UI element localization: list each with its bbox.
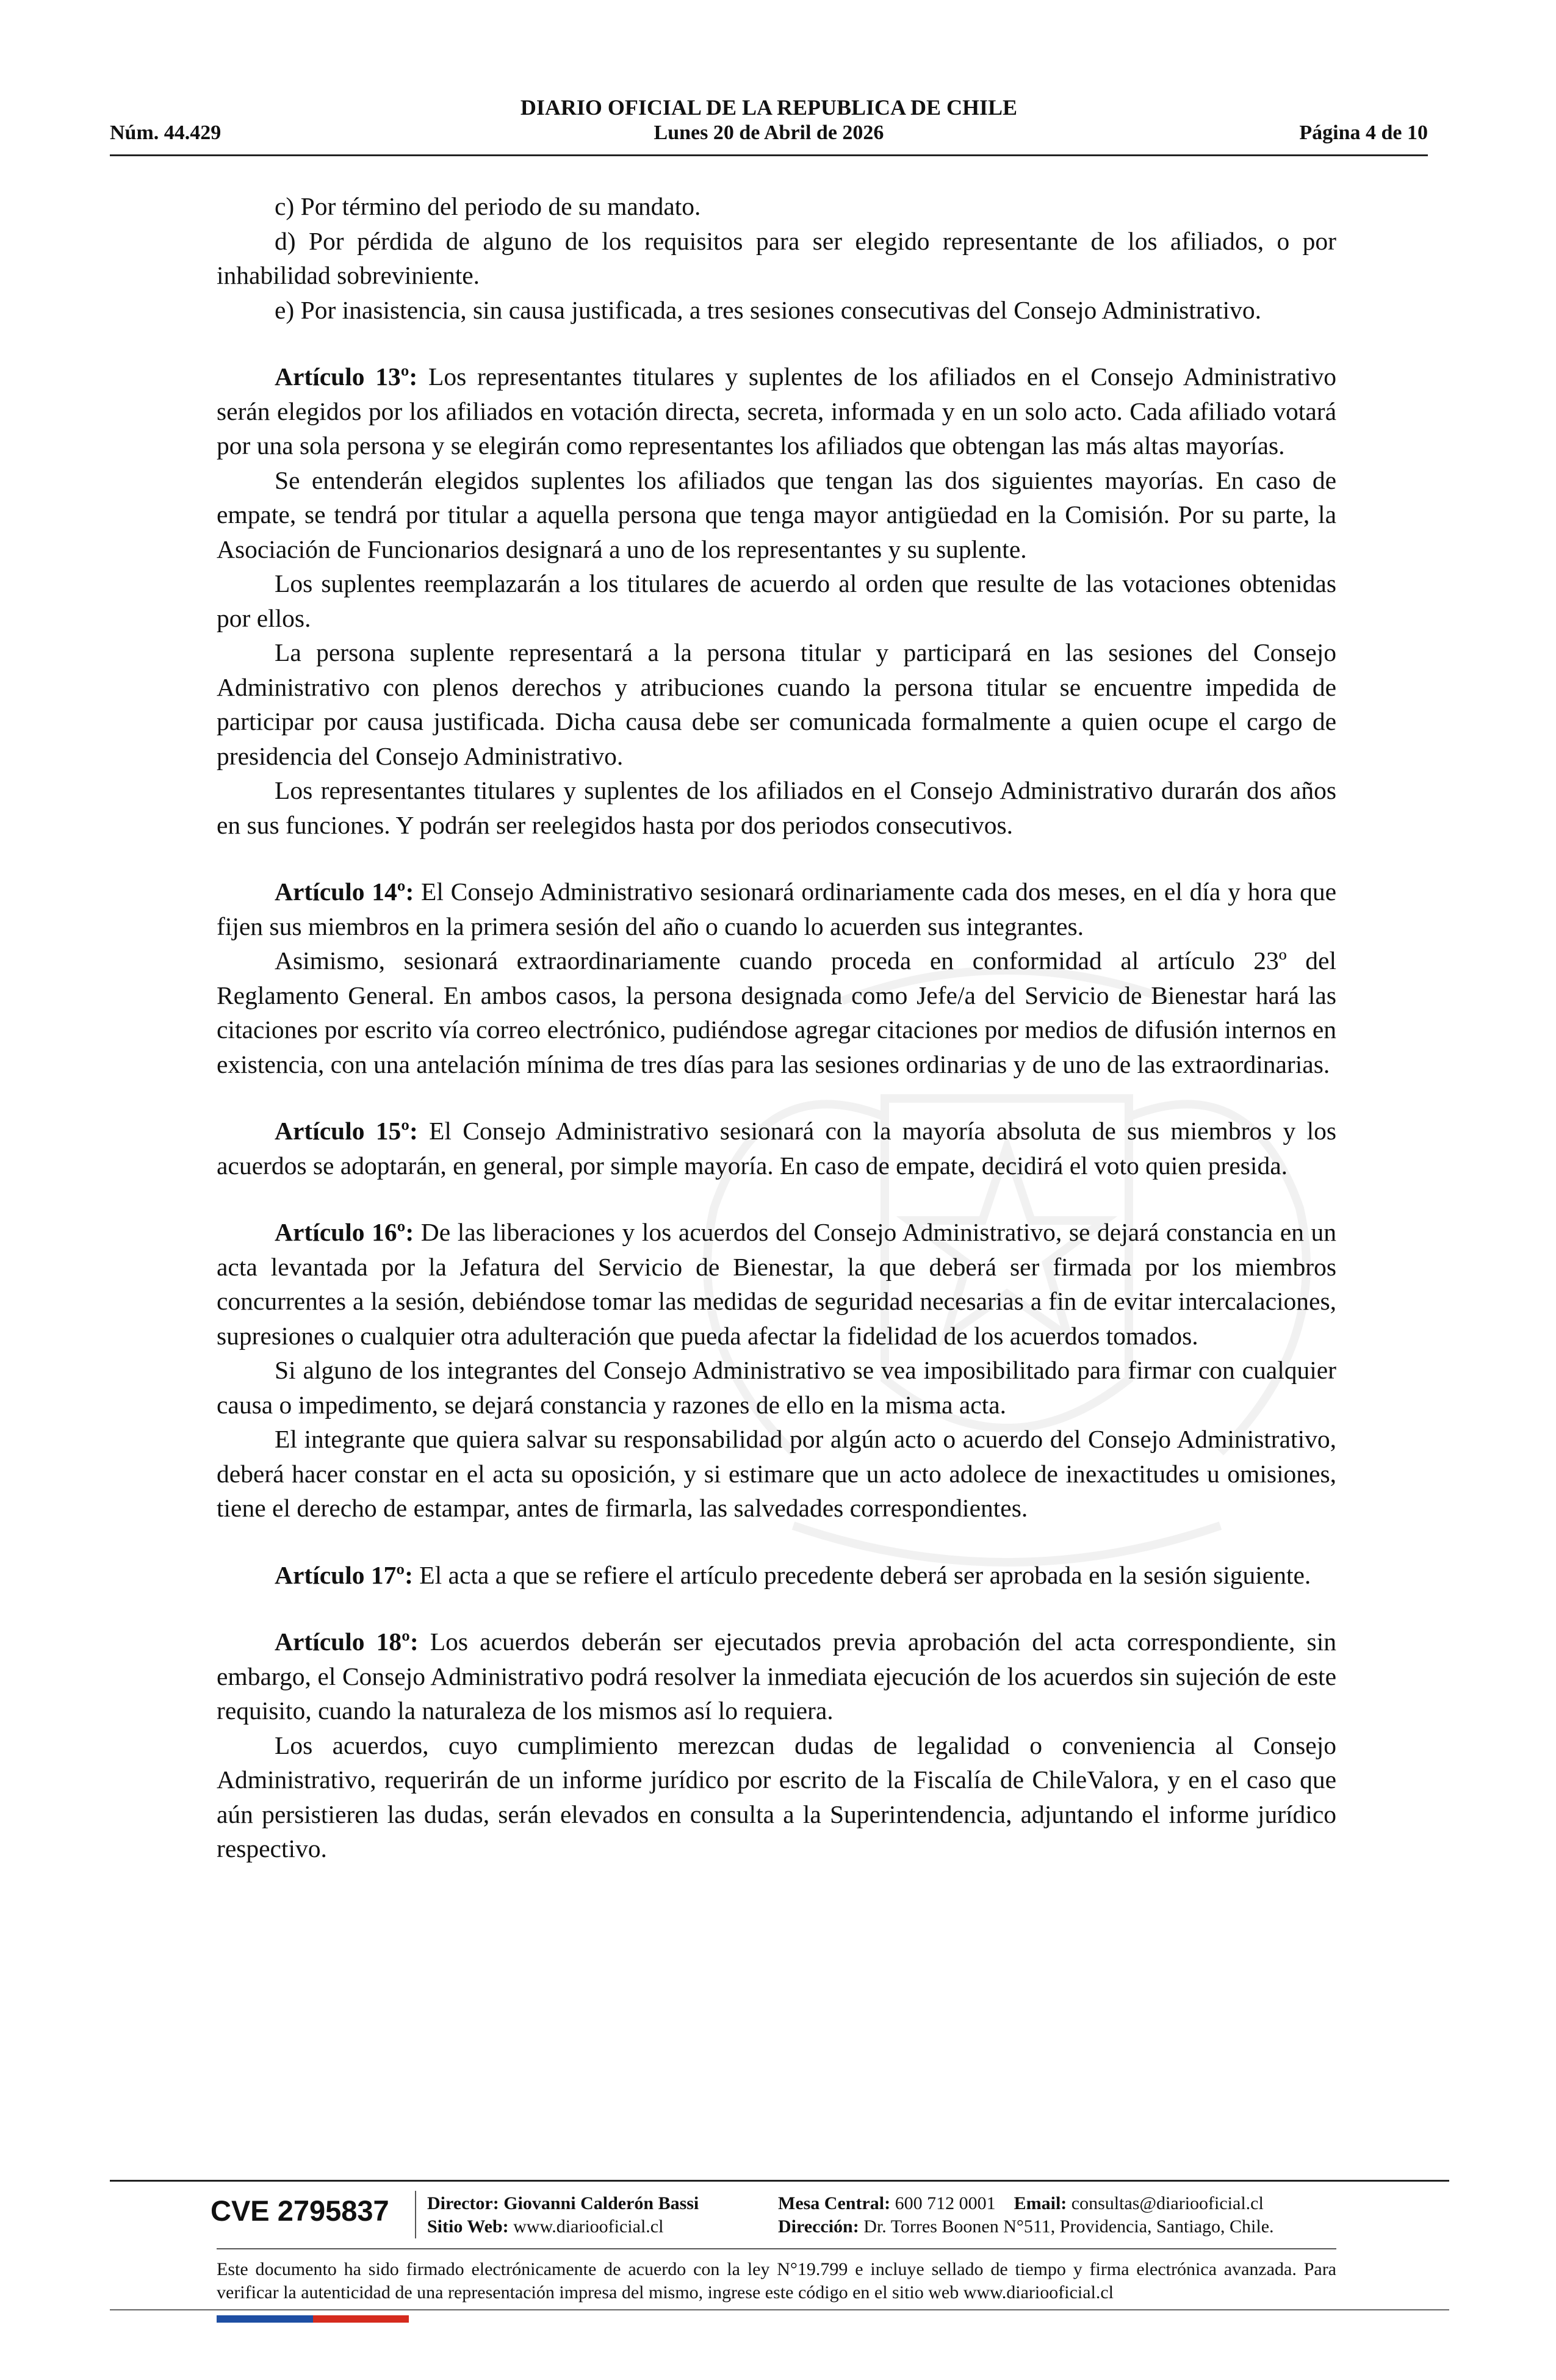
address-label: Dirección: [778,2216,859,2237]
footer-contact-block [778,2192,1274,2238]
issue-date: Lunes 20 de Abril de 2026 [654,121,884,144]
paragraph: Asimismo, sesionará extraordinariamente cuando proceda en conformidad al artículo 23º del Reglamento General. En ambos casos, la persona designada como Jefe/a del Servicio de Bienestar hará las citaciones por escrito vía correo electrónico, pudiéndose agregar citaciones por medios de difusión internos en existencia, con una antelación mínima de tres días para las sesiones ordinarias y de uno de las extraordinarias. [217,947,1336,1078]
paragraph: Los suplentes reemplazarán a los titulares de acuerdo al orden que resulte de las votaciones obtenidas por ellos. [217,569,1336,632]
article-heading: Artículo 15º: [275,1117,418,1145]
footer-divider-bottom [110,2309,1449,2310]
cve-code: CVE 2795837 [211,2194,389,2227]
article-text: El Consejo Administrativo sesionará con la mayoría absoluta de sus miembros y los acuerdos se adoptarán, en general, por simple mayoría. En caso de empate, decidirá el voto quien presida. [217,1117,1336,1180]
article-16 [217,1215,1336,1353]
article-18 [217,1625,1336,1728]
paragraph: Los acuerdos, cuyo cumplimiento merezcan dudas de legalidad o conveniencia al Consejo Administrativo, requerirán de un informe jurídico por escrito de la Fiscalía de ChileValora, y en el caso que aún persistieren las dudas, serán elevados en consulta a la Superintendencia, adjuntando el informe jurídico respectivo. [217,1731,1336,1863]
article-heading: Artículo 14º: [275,878,414,906]
article-text: El acta a que se refiere el artículo precedente deberá ser aprobada en la sesión siguiente. [419,1560,1311,1589]
article-heading: Artículo 18º: [275,1628,419,1656]
paragraph: e) Por inasistencia, sin causa justificada, a tres sesiones consecutivas del Consejo Administrativo. [275,295,1261,324]
flag-bar-red [313,2315,409,2323]
legal-notice: Este documento ha sido firmado electrónicamente de acuerdo con la ley N°19.799 e incluye sellado de tiempo y firma electrónica avanzada. Para verificar la autenticidad de una representación impresa del mismo, ingrese este código en el sitio web www.diariooficial.cl [217,2259,1336,2302]
document-body [217,189,1336,1866]
director-name: Giovanni Calderón Bassi [503,2193,699,2213]
footer-divider-mid [217,2248,1336,2249]
issue-number: Núm. 44.429 [110,121,222,144]
address-value: Dr. Torres Boonen N°511, Providencia, Santiago, Chile. [863,2216,1274,2237]
website-label: Sitio Web: [427,2216,509,2237]
page-header [110,95,1428,156]
paragraph: c) Por término del periodo de su mandato. [275,192,701,220]
page-number: Página 4 de 10 [1299,121,1428,144]
article-text: De las liberaciones y los acuerdos del Consejo Administrativo, se dejará constancia en un acta levantada por la Jefatura del Servicio de Bienestar, la que deberá ser firmada por los miembros concurrentes a la sesión, debiéndose tomar las medidas de seguridad necesarias a fin de evitar intercalaciones, supresiones o cualquier otra adulteración que pueda afectar la fidelidad de los acuerdos tomados. [217,1218,1337,1350]
article-text: Los acuerdos deberán ser ejecutados previa aprobación del acta correspondiente, sin embargo, el Consejo Administrativo podrá resolver la inmediata ejecución de los acuerdos sin sujeción de este requisito, cuando la naturaleza de los mismos así lo requiera. [217,1628,1336,1725]
article-heading: Artículo 16º: [275,1218,414,1246]
article-heading: Artículo 17º: [275,1560,413,1589]
article-13 [217,359,1336,463]
email-label: Email: [1014,2193,1067,2213]
paragraph: La persona suplente representará a la persona titular y participará en las sesiones del Consejo Administrativo con plenos derechos y atribuciones cuando la persona titular se encuentre impedida de participar por causa justificada. Dicha causa debe ser comunicada formalmente a quien ocupe el cargo de presidencia del Consejo Administrativo. [217,638,1336,770]
footer-separator [415,2191,416,2238]
paragraph: Se entenderán elegidos suplentes los afiliados que tengan las dos siguientes mayorías. En caso de empate, se tendrá por titular a aquella persona que tenga mayor antigüedad en la Comisión. Por su parte, la Asociación de Funcionarios designará a uno de los representantes y su suplente. [217,466,1336,563]
director-label: Director: [427,2193,499,2213]
paragraph: Los representantes titulares y suplentes de los afiliados en el Consejo Administrativo durarán dos años en sus funciones. Y podrán ser reelegidos hasta por dos periodos consecutivos. [217,776,1336,839]
article-text: El Consejo Administrativo sesionará ordinariamente cada dos meses, en el día y hora que fijen sus miembros en la primera sesión del año o cuando lo acuerden sus integrantes. [217,878,1336,940]
article-text: Los representantes titulares y suplentes de los afiliados en el Consejo Administrativo serán elegidos por los afiliados en votación directa, secreta, informada y en un solo acto. Cada afiliado votará por una sola persona y se elegirán como representantes los afiliados que obtengan las más altas mayorías. [217,362,1336,460]
article-15 [217,1114,1336,1183]
mesa-label: Mesa Central: [778,2193,891,2213]
article-heading: Artículo 13º: [275,362,418,391]
article-17 [217,1558,1336,1593]
gazette-title: DIARIO OFICIAL DE LA REPUBLICA DE CHILE [520,95,1018,120]
website-link[interactable]: www.diariooficial.cl [513,2216,664,2237]
paragraph: d) Por pérdida de alguno de los requisitos para ser elegido representante de los afiliados, o por inhabilidad sobreviniente. [217,226,1336,289]
footer-director-block [427,2192,699,2238]
email-link[interactable]: consultas@diariooficial.cl [1071,2193,1264,2213]
mesa-phone: 600 712 0001 [895,2193,996,2213]
article-14 [217,874,1336,943]
flag-bar-blue [217,2315,313,2323]
paragraph: El integrante que quiera salvar su responsabilidad por algún acto o acuerdo del Consejo Administrativo, deberá hacer constar en el acta su oposición, y si estimare que un acto adolece de inexactitudes u omisiones, tiene el derecho de estampar, antes de firmarla, las salvedades correspondientes. [217,1425,1336,1522]
paragraph: Si alguno de los integrantes del Consejo Administrativo se vea imposibilitado para firmar con cualquier causa o impedimento, se dejará constancia y razones de ello en la misma acta. [217,1356,1336,1419]
header-divider [110,154,1428,156]
footer-divider-top [110,2180,1449,2182]
